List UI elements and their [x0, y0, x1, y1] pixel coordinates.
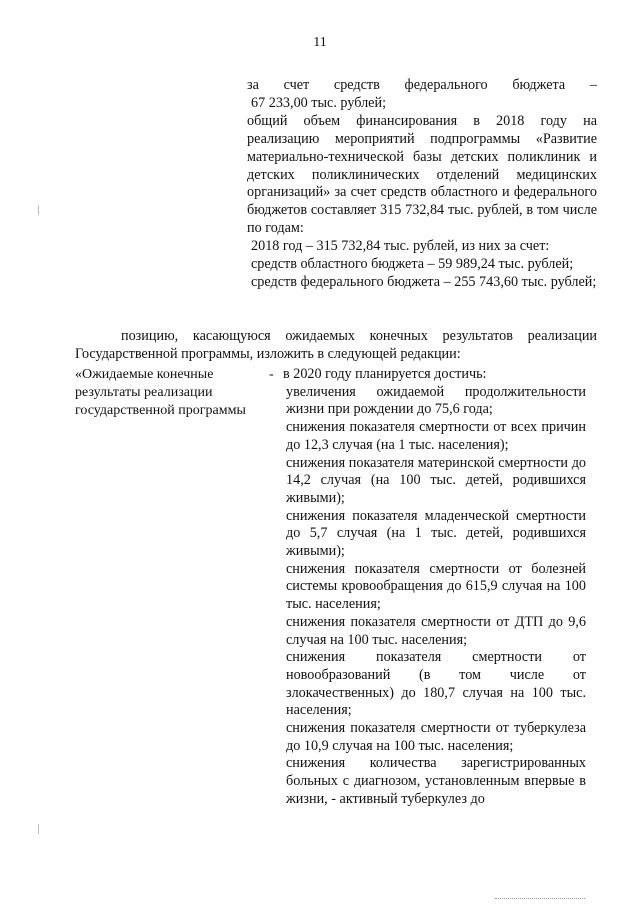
results-label — [75, 366, 255, 419]
intro-text: позицию, касающуюся ожидаемых конечных результатов реализации Государственной программы, изложить в следующей редакции: — [75, 328, 597, 362]
federal-budget-amount: 67 233,00 тыс. рублей; — [251, 94, 387, 111]
result-item: снижения количества зарегистрированных больных с диагнозом, установленным впервые в жизни, - активный туберкулез до — [286, 755, 586, 807]
footer-dots — [495, 898, 585, 899]
regional-funds-line: средств областного бюджета – 59 989,24 тыс. рублей; — [251, 256, 574, 273]
result-item: снижения показателя смертности от всех причин до 12,3 случая (на 1 тыс. населения); — [286, 419, 586, 453]
funding-block — [247, 77, 597, 292]
page-number: 11 — [313, 35, 327, 50]
general-financing-paragraph: общий объем финансирования в 2018 году на реализацию мероприятий подпрограммы «Развитие материально-технической базы детских поликлиник и детских поликлинических отделений медицинских организаций» за счет средств областного и федерального бюджетов составляет 315 732,84 тыс. рублей, в том числе по годам: — [247, 112, 597, 237]
result-item: снижения показателя смертности от туберкулеза до 10,9 случая на 100 тыс. населения; — [286, 720, 586, 754]
year-2018-line: 2018 год – 315 732,84 тыс. рублей, из них за счет: — [251, 238, 550, 255]
result-item: в 2020 году планируется достичь: — [283, 366, 487, 382]
dash-separator: - — [269, 367, 274, 382]
results-label-line: «Ожидаемые конечные — [75, 367, 214, 382]
result-item: снижения показателя смертности от ДТП до 9,6 случая на 100 тыс. населения; — [286, 613, 586, 648]
result-item: увеличения ожидаемой продолжительности жизни при рождении до 75,6 года; — [286, 383, 586, 418]
federal-funds-line: средств федерального бюджета – 255 743,60 тыс. рублей; — [251, 273, 597, 290]
result-item: снижения показателя смертности от новообразований (в том числе от злокачественных) до 180,7 случая на 100 тыс. населения; — [286, 649, 586, 719]
results-list — [283, 366, 586, 809]
result-item: снижения показателя материнской смертности до 14,2 случая (на 100 тыс. детей, родившихся живыми); — [286, 454, 586, 506]
results-label-line: результаты реализации — [75, 384, 213, 400]
scan-mark — [38, 824, 39, 834]
federal-budget-line: за счет средств федерального бюджета – — [247, 77, 597, 93]
results-label-line: государственной программы — [75, 402, 246, 418]
scan-mark — [38, 205, 39, 215]
result-item: снижения показателя смертности от болезней системы кровообращения до 615,9 случая на 100 тыс. населения; — [286, 560, 586, 613]
intro-paragraph — [75, 327, 597, 363]
result-item: снижения показателя младенческой смертности до 5,7 случая (на 1 тыс. детей, родившихся живыми); — [286, 507, 586, 560]
